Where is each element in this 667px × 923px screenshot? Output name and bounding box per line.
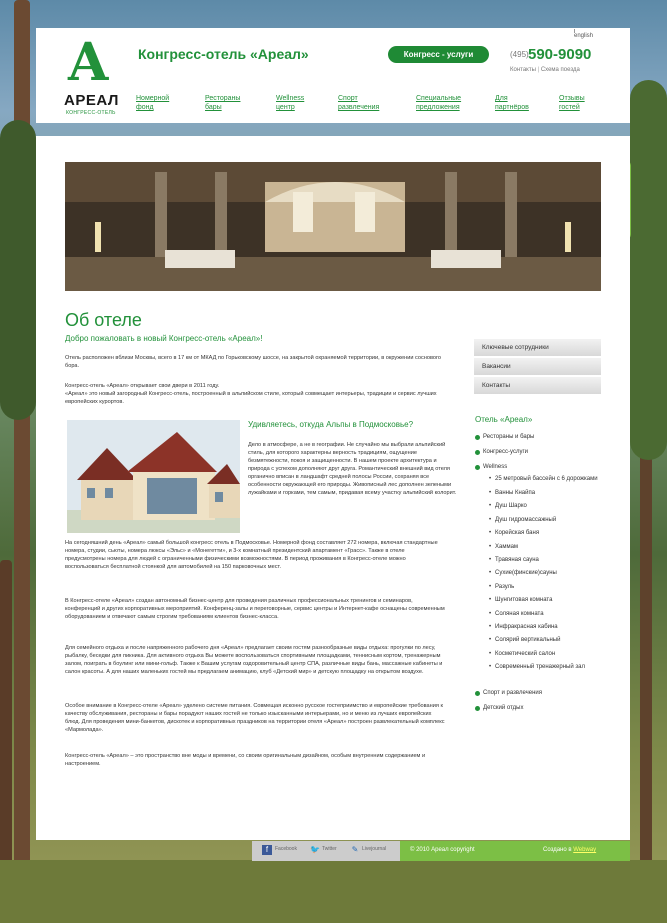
page-subtitle: Добро пожаловать в новый Конгресс-отель «Ареал»! xyxy=(65,334,263,343)
sidebar-item-congress[interactable]: Конгресс-услуги xyxy=(475,447,615,457)
content-panel xyxy=(36,136,630,840)
nav-item-sport[interactable] xyxy=(338,94,379,112)
logo-name: АРЕАЛ xyxy=(64,92,119,109)
sub-item[interactable]: • Современный тренажерный зал xyxy=(475,663,615,676)
nav-label-line1: Рестораны xyxy=(205,95,241,102)
made-by xyxy=(543,847,596,853)
sub-item[interactable]: • Косметический салон xyxy=(475,650,615,663)
sidebar-item-sport[interactable]: Спорт и развлечения xyxy=(475,688,615,698)
paragraph-leisure: Для семейного отдыха и после напряженного рабочего дня «Ареал» предлагает своим гостям разнообразные виды отдыха: прогулки по лесу, рыбалку, беседки для пикника. Для активного отдыха Вы можете воспользоваться спортивными площадками, теннисным кортом, тренажерным залом, поиграть в боулинг или мини-гольф. Также к Вашим услугам оздоровительный центр СПА, различные виды бань, массажные кабинеты и салон красоты. А для наших маленьких гостей мы предлагаем анимацию, клуб «Детский мир» и детскую площадку на открытом воздухе. xyxy=(65,645,443,675)
sidebar-item-restaurants[interactable]: Рестораны и бары xyxy=(475,432,615,442)
nav-label-line2: фонд xyxy=(136,104,154,111)
paragraph-location: Отель расположен вблизи Москвы, всего в 17 км от МКАД по Горьковскому шоссе, на закрытой охраняемой территории, в окружении соснового бора. xyxy=(65,355,442,369)
nav-label-line2: бары xyxy=(205,104,222,111)
sub-item[interactable]: • Ванны Кнайпа xyxy=(475,489,615,502)
sub-item[interactable]: • Шунгитовая комната xyxy=(475,596,615,609)
facebook-link[interactable]: Facebook xyxy=(275,846,297,852)
twitter-icon[interactable]: 🐦 xyxy=(310,845,320,854)
sub-item[interactable]: • Хаммам xyxy=(475,543,615,556)
site-header xyxy=(36,28,630,123)
vacancies-button[interactable]: Вакансии xyxy=(474,358,601,375)
site-title: Конгресс-отель «Ареал» xyxy=(138,46,309,62)
sub-item[interactable]: • Корейская баня xyxy=(475,529,615,542)
congress-services-button[interactable]: Конгресс - услуги xyxy=(388,46,489,63)
header-links xyxy=(510,67,580,73)
background-foliage-right xyxy=(630,80,667,460)
hero-lobby-image xyxy=(65,162,601,291)
footer-bar xyxy=(400,841,630,861)
sub-item[interactable]: • Сухие(финские)сауны xyxy=(475,569,615,582)
nav-label-line1: Отзывы xyxy=(559,95,585,102)
nav-item-restaurants[interactable] xyxy=(205,94,240,112)
logo-letter: A xyxy=(68,32,109,93)
nav-label-line2: партнёров xyxy=(495,104,529,111)
sub-item[interactable]: • Солярий вертикальный xyxy=(475,636,615,649)
twitter-link[interactable]: Twitter xyxy=(322,846,337,852)
paragraph-opening: Конгресс-отель «Ареал» открывает свои двери в 2011 году. xyxy=(65,383,220,389)
footer-social xyxy=(252,841,400,861)
background-grass xyxy=(0,860,667,923)
webway-link[interactable]: Webway xyxy=(573,847,597,853)
sub-item[interactable]: • Разуль xyxy=(475,583,615,596)
nav-label-line2: гостей xyxy=(559,104,580,111)
nav-label-line1: Спорт xyxy=(338,95,358,102)
nav-label-line1: Wellness xyxy=(276,95,305,102)
nav-item-offers[interactable] xyxy=(416,94,461,112)
contacts-button[interactable]: Контакты xyxy=(474,377,601,394)
sidebar-item-kids[interactable]: Детский отдых xyxy=(475,703,615,713)
paragraph-rooms: На сегодняшний день «Ареал» самый большой конгресс отель в Подмосковье. Номерной фонд составляет 272 номера, включая стандартные номера, студии, сьюты, номера люксы «Эльс» и «Монегетти», и 3-х комнатный президентский апартамент «Грасс». Также в отеле предусмотрены номера для людей с ограниченными физическими возможностями. В период проживания в Конгресс-отеле можно воспользоваться бесплатной стоянкой для автомобилей на 150 парковочных мест. xyxy=(65,540,438,570)
language-link[interactable]: english xyxy=(574,33,594,39)
nav-item-wellness[interactable] xyxy=(276,94,304,112)
logo-subtitle: КОНГРЕСС-ОТЕЛЬ xyxy=(66,110,116,116)
contacts-link[interactable]: Контакты xyxy=(510,67,536,73)
copyright: © 2010 Ареал copyright xyxy=(410,847,475,853)
nav-item-reviews[interactable] xyxy=(559,94,585,112)
wellness-sublist xyxy=(475,475,615,676)
livejournal-link[interactable]: Livejournal xyxy=(362,846,387,852)
quote-text: Дело в атмосфере, а не в географии. Не случайно мы выбрали альпийский стиль, для которого характерны верность традициям, ощущение безмятежности, покоя и защищенности. В нашем проекте архитектура и природа с успехом дополняют друг друга. Романтический внешний вид отеля органично вписан в ландшафт средней полосы России, сохраняя все особенности окружающей его природы. Живописный лес дополнен зелеными лужайками и горками, тем самым, придавая всему участку альпийский колорит. xyxy=(248,442,457,496)
nav-label-line1: Для xyxy=(495,95,508,102)
nav-label-line2: развлечения xyxy=(338,104,380,111)
sub-item[interactable]: • Инфракрасная кабина xyxy=(475,623,615,636)
sidebar-buttons xyxy=(474,339,601,396)
nav-label-line2: предложения xyxy=(416,104,460,111)
page-title: Об отеле xyxy=(65,310,142,330)
main-nav xyxy=(136,94,626,116)
paragraph-closing: Конгресс-отель «Ареал» – это пространство вне моды и времени, со своим оригинальным дизайном, особым внутренним содержанием и настроением. xyxy=(65,753,426,767)
logo[interactable] xyxy=(64,32,119,116)
paragraph-food: Особое внимание в Конгресс-отеле «Ареал» уделено системе питания. Совмещая исконно русское гостеприимство и европейские требования к качеству обслуживания, рестораны и бары порадуют наших гостей не только изысканными интерьерами, но и меню из лучших европейских блюд. Для проведения мини-банкетов, дискотек и корпоративных праздников на территории отеля «Ареал» построен развлекательный комплекс «Мармолада». xyxy=(65,703,445,733)
phone-number: 590-9090 xyxy=(528,46,592,63)
sidebar-nav xyxy=(475,432,615,713)
made-by-prefix: Создано в xyxy=(543,847,574,853)
hotel-building-image xyxy=(67,420,240,533)
nav-label-line1: Номерной xyxy=(136,95,170,102)
phone-code: (495) xyxy=(510,50,529,59)
sidebar-item-wellness[interactable]: Wellness xyxy=(475,462,615,472)
facebook-icon[interactable]: f xyxy=(262,845,272,855)
sub-item[interactable]: • Душ Шарко xyxy=(475,502,615,515)
paragraph-style: «Ареал» это новый загородный Конгресс-отель, построенный в альпийском стиле, который совмещает интерьеры, традиции и сервис лучших европейских курортов. xyxy=(65,391,437,405)
livejournal-icon[interactable]: ✎ xyxy=(351,845,359,854)
route-map-link[interactable]: Схема поезда xyxy=(540,67,580,73)
sidebar-nav-title[interactable]: Отель «Ареал» xyxy=(475,415,533,424)
separator: | xyxy=(537,67,540,73)
paragraph-business: В Конгресс-отеле «Ареал» создан автономный бизнес-центр для проведения различных профессиональных тренингов и семинаров, конференций и других корпоративных мероприятий. Конференц-залы и переговорные, сервис центры и Интернет-кафе оснащены современным оборудованием и отвечают самым строгим требованиям клиентов бизнес-класса. xyxy=(65,598,445,620)
sub-item[interactable]: • Соляная комната xyxy=(475,610,615,623)
nav-label-line2: центр xyxy=(276,104,295,111)
sub-item-pool[interactable]: • 25 метровый бассейн с 6 дорожками xyxy=(475,475,615,489)
sub-item[interactable]: • Душ гидромассажный xyxy=(475,516,615,529)
sub-item[interactable]: • Травяная сауна xyxy=(475,556,615,569)
key-staff-button[interactable]: Ключевые сотрудники xyxy=(474,339,601,356)
nav-item-rooms[interactable] xyxy=(136,94,169,112)
quote-title: Удивляетесь, откуда Альпы в Подмосковье? xyxy=(248,420,414,429)
nav-label-line1: Специальные xyxy=(416,95,462,102)
nav-item-partners[interactable] xyxy=(495,94,529,112)
background-foliage-left xyxy=(0,120,36,420)
